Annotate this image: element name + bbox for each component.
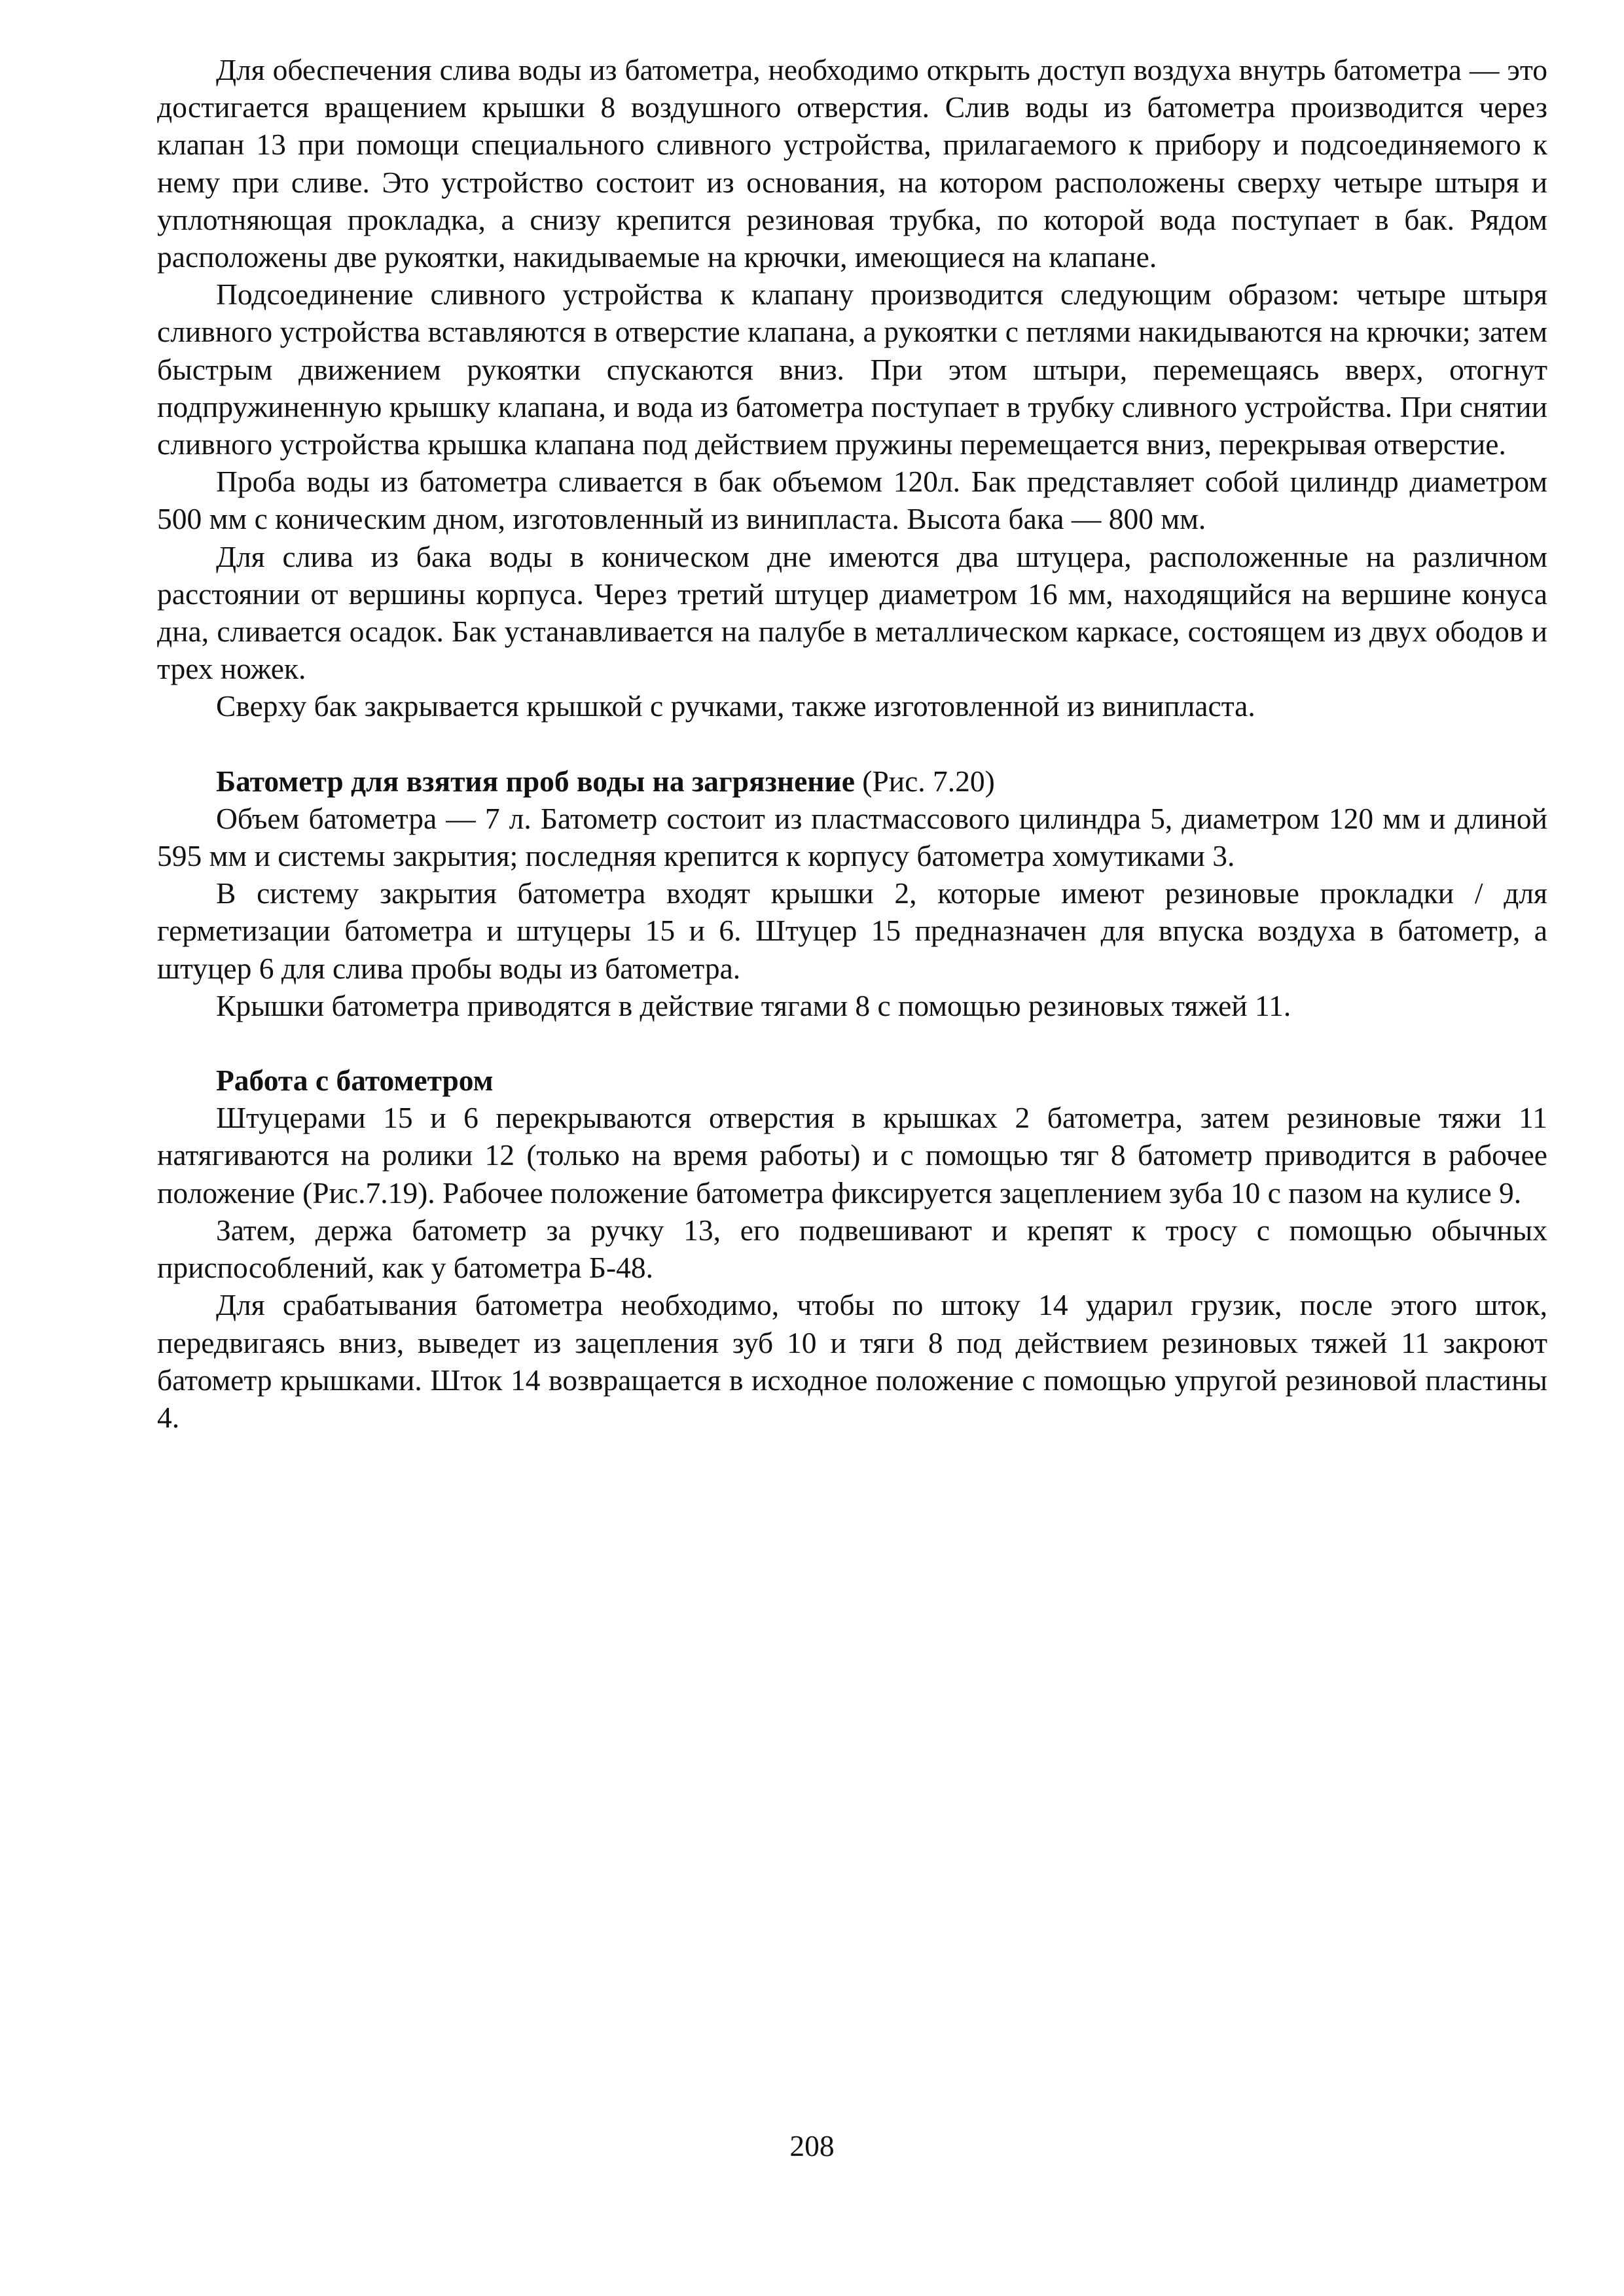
paragraph-suspension: Затем, держа батометр за ручку 13, его подвешивают и крепят к тросу с помощью обычных приспособлений, как у батометра Б-48. (157, 1213, 1547, 1285)
page-number: 208 (789, 2129, 835, 2162)
section-heading-pollution-bathometer-title: Батометр для взятия проб воды на загрязнение (216, 764, 855, 798)
paragraph-drain-access: Для обеспечения слива воды из батометра, необходимо открыть доступ воздуха внутрь батометра — это достигается вращением крышки 8 воздушного отверстия. Слив воды из батометра производится через клапан 13 при помощи специального сливного устройства, прилагаемого к прибору и подсоединяемого к нему при сливе. Это устройство состоит из основания, на котором расположены сверху четыре штыря и уплотняющая прокладка, а снизу крепится резиновая трубка, по которой вода поступает в бак. Рядом расположены две рукоятки, накидываемые на крючки, имеющиеся на клапане. (157, 53, 1547, 274)
paragraph-tank-fittings: Для слива из бака воды в коническом дне имеются два штуцера, расположенные на различном расстоянии от вершины корпуса. Через третий штуцер диаметром 16 мм, находящийся на вершине конуса дна, сливается осадок. Бак устанавливается на палубе в металлическом каркасе, состоящем из двух ободов и трех ножек. (157, 539, 1547, 686)
section-heading-working-title: Работа с батометром (216, 1064, 494, 1098)
paragraph-triggering: Для срабатывания батометра необходимо, чтобы по штоку 14 ударил грузик, после этого шток, передвигаясь вниз, выведет из зацепления зуб 10 и тяги 8 под действием резиновых тяжей 11 закроют батометр крышками. Шток 14 возвращается в исходное положение с помощью упругой резиновой пластины 4. (157, 1288, 1547, 1434)
section-heading-figure-ref: (Рис. 7.20) (854, 764, 995, 798)
section-heading-working-with-bathometer (157, 1062, 1547, 1099)
paragraph-closing-system: В систему закрытия батометра входят крышки 2, которые имеют резиновые прокладки / для герметизации батометра и штуцеры 15 и 6. Штуцер 15 предназначен для впуска воздуха в батометр, а штуцер 6 для слива пробы воды из батометра. (157, 876, 1547, 985)
paragraph-bathometer-volume: Объем батометра — 7 л. Батометр состоит из пластмассового цилиндра 5, диаметром 120 мм и длиной 595 мм и системы закрытия; последняя крепится к корпусу батометра хомутиками 3. (157, 801, 1547, 873)
paragraph-working-position: Штуцерами 15 и 6 перекрываются отверстия в крышках 2 батометра, затем резиновые тяжи 11 натягиваются на ролики 12 (только на время работы) и с помощью тяг 8 батометр приводится в рабочее положение (Рис.7.19). Рабочее положение батометра фиксируется зацеплением зуба 10 с пазом на кулисе 9. (157, 1101, 1547, 1210)
paragraph-lids-actuation: Крышки батометра приводятся в действие тягами 8 с помощью резиновых тяжей 11. (216, 988, 1291, 1022)
paragraph-drain-device-connection: Подсоединение сливного устройства к клапану производится следующим образом: четыре штыря сливного устройства вставляются в отверстие клапана, а рукоятки с петлями накидываются на крючки; затем быстрым движением рукоятки спускаются вниз. При этом штыри, перемещаясь вверх, отогнут подпружиненную крышку клапана, и вода из батометра поступает в трубку сливного устройства. При снятии сливного устройства крышка клапана под действием пружины перемещается вниз, перекрывая отверстие. (157, 278, 1547, 461)
paragraph-tank-lid: Сверху бак закрывается крышкой с ручками, также изготовленной из винипласта. (216, 689, 1255, 723)
document-body (157, 51, 1547, 1436)
paragraph-tank-volume: Проба воды из батометра сливается в бак объемом 120л. Бак представляет собой цилиндр диаметром 500 мм с коническим дном, изготовленный из винипласта. Высота бака — 800 мм. (157, 465, 1547, 536)
section-heading-pollution-bathometer (157, 762, 1547, 800)
